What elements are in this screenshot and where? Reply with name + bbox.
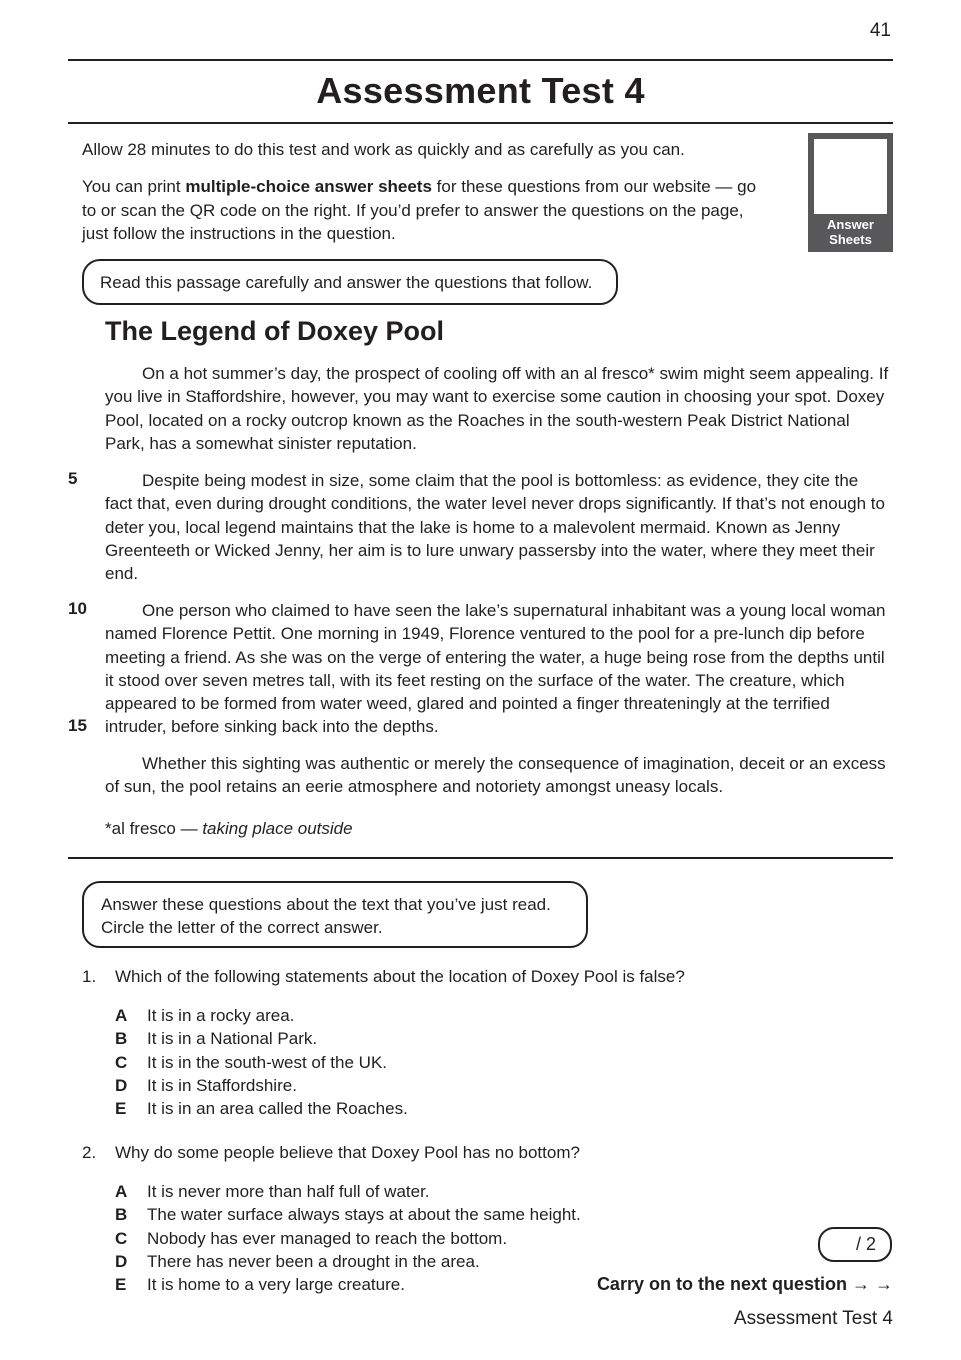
instruction-text: You can print <box>82 177 186 196</box>
option-letter[interactable]: C <box>115 1228 128 1248</box>
option-text: It is in the south-west of the UK. <box>147 1052 388 1072</box>
option-letter[interactable]: A <box>115 1006 128 1025</box>
option-text: There has never been a drought in the area. <box>147 1251 480 1271</box>
option-letter[interactable]: A <box>115 1182 128 1201</box>
qr-label-line2: Sheets <box>829 232 872 247</box>
answer-sheets-qr-box[interactable] <box>808 133 893 252</box>
questions-instruction-line1: Answer these questions about the text that you’ve just read. <box>101 895 551 914</box>
page-title: Assessment Test 4 <box>316 70 645 111</box>
option-2d[interactable] <box>115 1250 581 1273</box>
question-2-options <box>115 1180 581 1296</box>
option-1d[interactable] <box>115 1074 408 1097</box>
qr-code-placeholder[interactable] <box>814 139 887 214</box>
question-2 <box>82 1143 580 1163</box>
question-text: Which of the following statements about the location of Doxey Pool is false? <box>115 967 685 986</box>
line-number-5: 5 <box>68 469 78 488</box>
option-text: It is in an area called the Roaches. <box>147 1099 408 1119</box>
option-1b[interactable] <box>115 1027 408 1050</box>
answer-sheet-instruction <box>82 175 762 246</box>
option-letter[interactable]: B <box>115 1205 128 1225</box>
option-2c[interactable] <box>115 1227 581 1250</box>
option-text: It is never more than half full of water. <box>147 1182 430 1201</box>
option-text: It is in a rocky area. <box>147 1006 295 1025</box>
question-number: 2. <box>82 1143 97 1162</box>
option-1e[interactable] <box>115 1097 408 1120</box>
passage-paragraph-1 <box>105 362 890 455</box>
paragraph-text: Despite being modest in size, some claim that the pool is bottomless: as evidence, they cite the fact that, even during drought conditions, the water level never drops significantly. If that’s not enough to deter you, local legend maintains that the lake is home to a malevolent mermaid. Known as Jenny Greenteeth or Wicked Jenny, her aim is to lure unwary passersby into the water, where they meet their end. <box>105 471 885 584</box>
passage-title: The Legend of Doxey Pool <box>105 316 445 346</box>
option-letter[interactable]: D <box>115 1075 128 1095</box>
paragraph-text: On a hot summer’s day, the prospect of cooling off with an al fresco* swim might seem appealing. If you live in Staffordshire, however, you may want to exercise some caution in choosing your spot. Doxey Pool, located on a rocky outcrop known as the Roaches in the south-western Peak District National Park, has a somewhat sinister reputation. <box>105 364 889 453</box>
paragraph-text: Whether this sighting was authentic or merely the consequence of imagination, deceit or an excess of sun, the pool retains an eerie atmosphere and notoriety amongst uneasy locals. <box>105 754 886 797</box>
line-number-10: 10 <box>68 599 87 618</box>
question-1-options <box>115 1004 408 1120</box>
option-letter[interactable]: E <box>115 1099 127 1119</box>
carry-on-prompt <box>597 1274 893 1295</box>
option-letter[interactable]: B <box>115 1029 128 1049</box>
instruction-text: for these questions from our website — go to or scan the QR code on the right. If you’d prefer to answer the questions on the page, just follow the instructions in the question. <box>82 177 757 243</box>
passage-divider <box>68 857 893 859</box>
footer-label: Assessment Test 4 <box>733 1308 893 1329</box>
passage-paragraph-2 <box>105 469 890 585</box>
answer-sheets-label <box>808 217 893 247</box>
time-instruction: Allow 28 minutes to do this test and work as quickly and as carefully as you can. <box>82 140 685 159</box>
page-number: 41 <box>869 20 891 41</box>
option-text: It is in a National Park. <box>147 1029 318 1049</box>
option-text: It is home to a very large creature. <box>147 1275 405 1295</box>
option-1c[interactable] <box>115 1051 408 1074</box>
paragraph-text: One person who claimed to have seen the lake’s supernatural inhabitant was a young local woman named Florence Pettit. One morning in 1949, Florence ventured to the pool for a pre-lunch dip before meeting a friend. As she was on the verge of entering the water, a huge being rose from the depths until it stood over seven metres tall, with its feet resting on the surface of the water. The creature, which appeared to be formed from water weed, glared and pointed a finger threateningly at the terrified intruder, before sinking back into the depths. <box>105 601 886 737</box>
footnote-term: *al fresco — <box>105 819 203 838</box>
question-number: 1. <box>82 967 97 986</box>
line-number-15: 15 <box>68 716 87 735</box>
instruction-bold-text: multiple-choice answer sheets <box>185 177 432 196</box>
footnote <box>105 819 353 839</box>
option-text: It is in Staffordshire. <box>147 1075 297 1095</box>
option-2b[interactable] <box>115 1203 581 1226</box>
passage-instruction-text: Read this passage carefully and answer the questions that follow. <box>100 273 593 292</box>
qr-label-line1: Answer <box>827 217 874 232</box>
question-1 <box>82 967 685 987</box>
arrow-right-icon: → → <box>851 1274 893 1294</box>
passage-paragraph-3 <box>105 599 890 739</box>
option-text: The water surface always stays at about the same height. <box>147 1205 581 1225</box>
questions-instruction-box <box>82 881 588 948</box>
option-letter[interactable]: D <box>115 1251 128 1271</box>
option-1a[interactable] <box>115 1004 408 1027</box>
option-2a[interactable] <box>115 1180 581 1203</box>
option-text: Nobody has ever managed to reach the bottom. <box>147 1228 508 1248</box>
passage-instruction-box <box>82 259 618 305</box>
passage-paragraph-4 <box>105 752 890 799</box>
score-box[interactable]: / 2 <box>818 1227 892 1262</box>
questions-instruction-line2: Circle the letter of the correct answer. <box>101 918 383 937</box>
option-letter[interactable]: E <box>115 1275 127 1295</box>
title-divider <box>68 122 893 124</box>
option-2e[interactable] <box>115 1273 581 1296</box>
top-divider <box>68 59 893 61</box>
question-text: Why do some people believe that Doxey Pool has no bottom? <box>115 1143 580 1162</box>
carry-on-label: Carry on to the next question <box>596 1274 847 1294</box>
footnote-definition: taking place outside <box>202 819 353 838</box>
option-letter[interactable]: C <box>115 1052 128 1072</box>
